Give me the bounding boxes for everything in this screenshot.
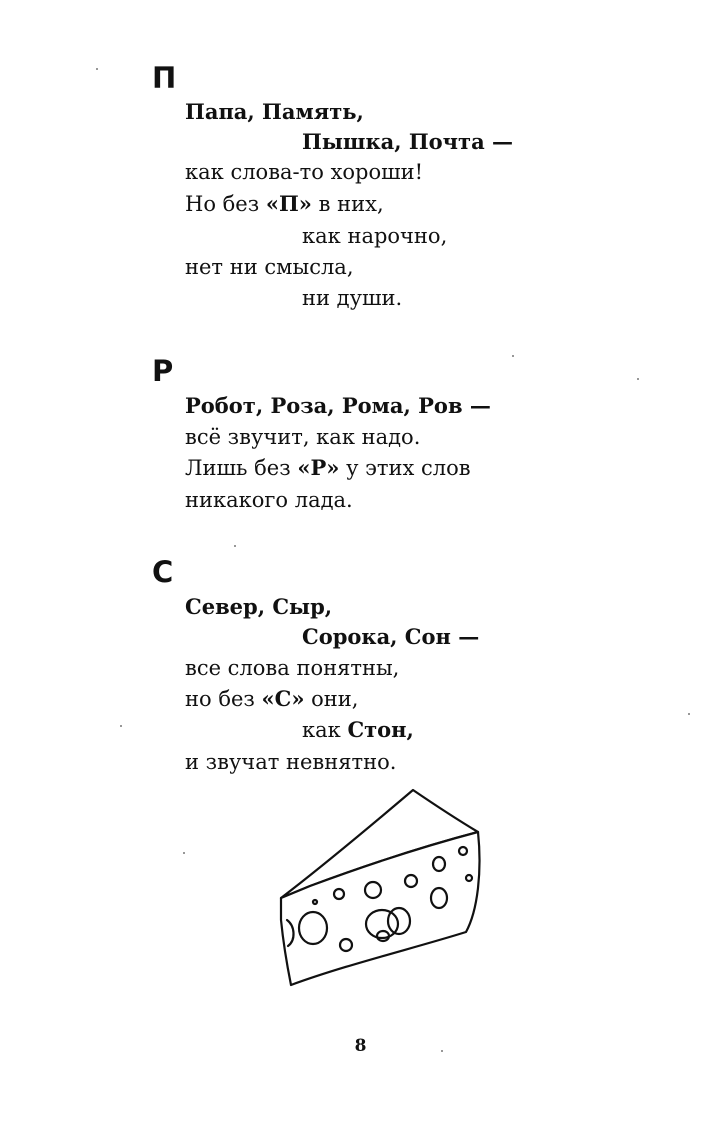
scan-speck [234,545,236,547]
verse-line: всё звучит, как надо. [185,425,421,449]
scan-speck [441,1050,443,1052]
scan-speck [688,713,690,715]
verse-line: Север, Сыр, [185,594,333,619]
verse-text: Но без [185,192,266,216]
verse-line: нет ни смысла, [185,255,354,279]
verse-line: все слова понятны, [185,656,400,680]
verse-text: в них, [311,192,384,216]
verse-line [185,456,471,480]
verse-line: как слова-то хороши! [185,160,424,184]
scan-speck [637,378,639,380]
verse-line [302,718,414,742]
verse-line [185,687,358,711]
verse-line: как нарочно, [302,224,448,248]
verse-text: они, [304,687,359,711]
scan-speck [512,355,514,357]
scan-speck [120,725,122,727]
verse-line [185,192,384,216]
verse-text: у этих слов [339,456,471,480]
quoted-letter: «Р» [297,455,340,480]
verse-line: Робот, Роза, Рома, Ров — [185,393,491,418]
verse-text: как [302,718,348,742]
scan-speck [96,68,98,70]
page-number: 8 [354,1036,367,1056]
bold-word: Стон, [347,717,414,742]
verse-line: Пышка, Почта — [302,129,513,154]
verse-line: ни души. [302,286,403,310]
verse-line: никакого лада. [185,488,353,512]
cheese-wedge-icon [270,780,495,1000]
quoted-letter: «С» [261,686,305,711]
section-letter: Р [152,354,174,388]
verse-text: но без [185,687,262,711]
quoted-letter: «П» [265,191,312,216]
verse-line: Папа, Память, [185,99,364,124]
verse-line: Сорока, Сон — [302,624,480,649]
verse-line: и звучат невнятно. [185,750,397,774]
section-letter: С [152,555,174,589]
scan-speck [183,852,185,854]
verse-text: Лишь без [185,456,298,480]
section-letter: П [152,61,177,95]
